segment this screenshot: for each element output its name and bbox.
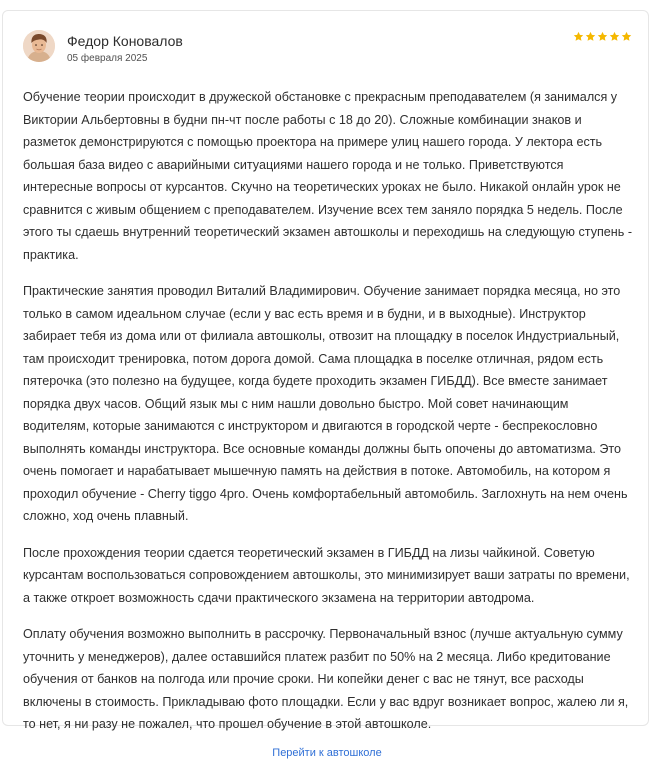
- review-text: [23, 86, 635, 750]
- star-icon: [573, 31, 584, 42]
- review-card: [2, 10, 649, 731]
- star-icon: [609, 31, 620, 42]
- review-paragraph: Оплату обучения возможно выполнить в рассрочку. Первоначальный взнос (лучше актуальную сумму уточнить у менеджеров), далее оставшийся платеж разбит по 50% на 2 месяца. Либо кредитование обучения от банков на полгода или прочие сроки. Ни копейки денег с вас не тянут, все расходы включены в стоимость. Прикладываю фото площадки. Если у вас вдруг возникает вопрос, жалею ли я, то нет, я ни разу не пожалел, что прошел обучение в этой автошколе.: [23, 627, 629, 731]
- avatar: [23, 30, 55, 62]
- star-icon: [585, 31, 596, 42]
- review-header: [23, 30, 632, 70]
- review-paragraph: Обучение теории происходит в дружеской обстановке с прекрасным преподавателем (я занимался у Виктории Альбертовны в будни пн-чт после работы с 18 до 20). Сложные комбинации знаков и разметок демонстрируются с помощью проектора на примере улиц нашего города. У лектора есть большая база видео с аварийными ситуациями нашего города и не только. Приветствуются интересные вопросы от курсантов. Скучно на теоретических уроках не было. Никакой онлайн урок не сравнится с живым общением с преподавателем. Изучение всех тем заняло порядка 5 недель. После этого ты сдаешь внутренний теоретический экзамен автошколы и переходишь на следующую ступень - практика.: [23, 90, 633, 262]
- star-icon: [621, 31, 632, 42]
- avatar-image: [23, 30, 55, 62]
- review-paragraph: Практические занятия проводил Виталий Владимирович. Обучение занимает порядка месяца, но это только в самом идеальном случае (если у вас есть время и в будни, и в выходные). Инструктор забирает тебя из дома или от филиала автошколы, отвозит на площадку в поселок Индустриальный, там происходит тренировка, потом дорога домой. Сама площадка в поселке отличная, рядом есть пятерочка (это полезно на будущее, когда будете проходить экзамен ГИБДД). Все вместе занимает порядка двух часов. Общий язык мы с ним нашли довольно быстро. Мой совет начинающим водителям, которые занимаются с инструктором и двигаются в городской черте - беспрекословно выполнять команды инструктора. Все основные команды должны быть опочены до автоматизма. Это очень помогает и нарабатывает мышечную память на действия в потоке. Автомобиль, на котором я проходил обучение - Cherry tiggo 4pro. Очень комфортабельный автомобиль. Заглохнуть на нем очень сложно, ход очень плавный.: [23, 284, 628, 523]
- star-icon: [597, 31, 608, 42]
- rating-stars: [573, 31, 632, 42]
- go-to-school-link[interactable]: Перейти к автошколе: [272, 747, 382, 759]
- author-name: Федор Коновалов: [67, 33, 183, 49]
- review-paragraph: После прохождения теории сдается теоретический экзамен в ГИБДД на лизы чайкиной. Советую курсантам воспользоваться сопровождением автошколы, это минимизирует ваши затраты по времени, а также откроет возможность сдачи практического экзамена на территории автодрома.: [23, 545, 630, 605]
- review-date: 05 февраля 2025: [67, 53, 148, 64]
